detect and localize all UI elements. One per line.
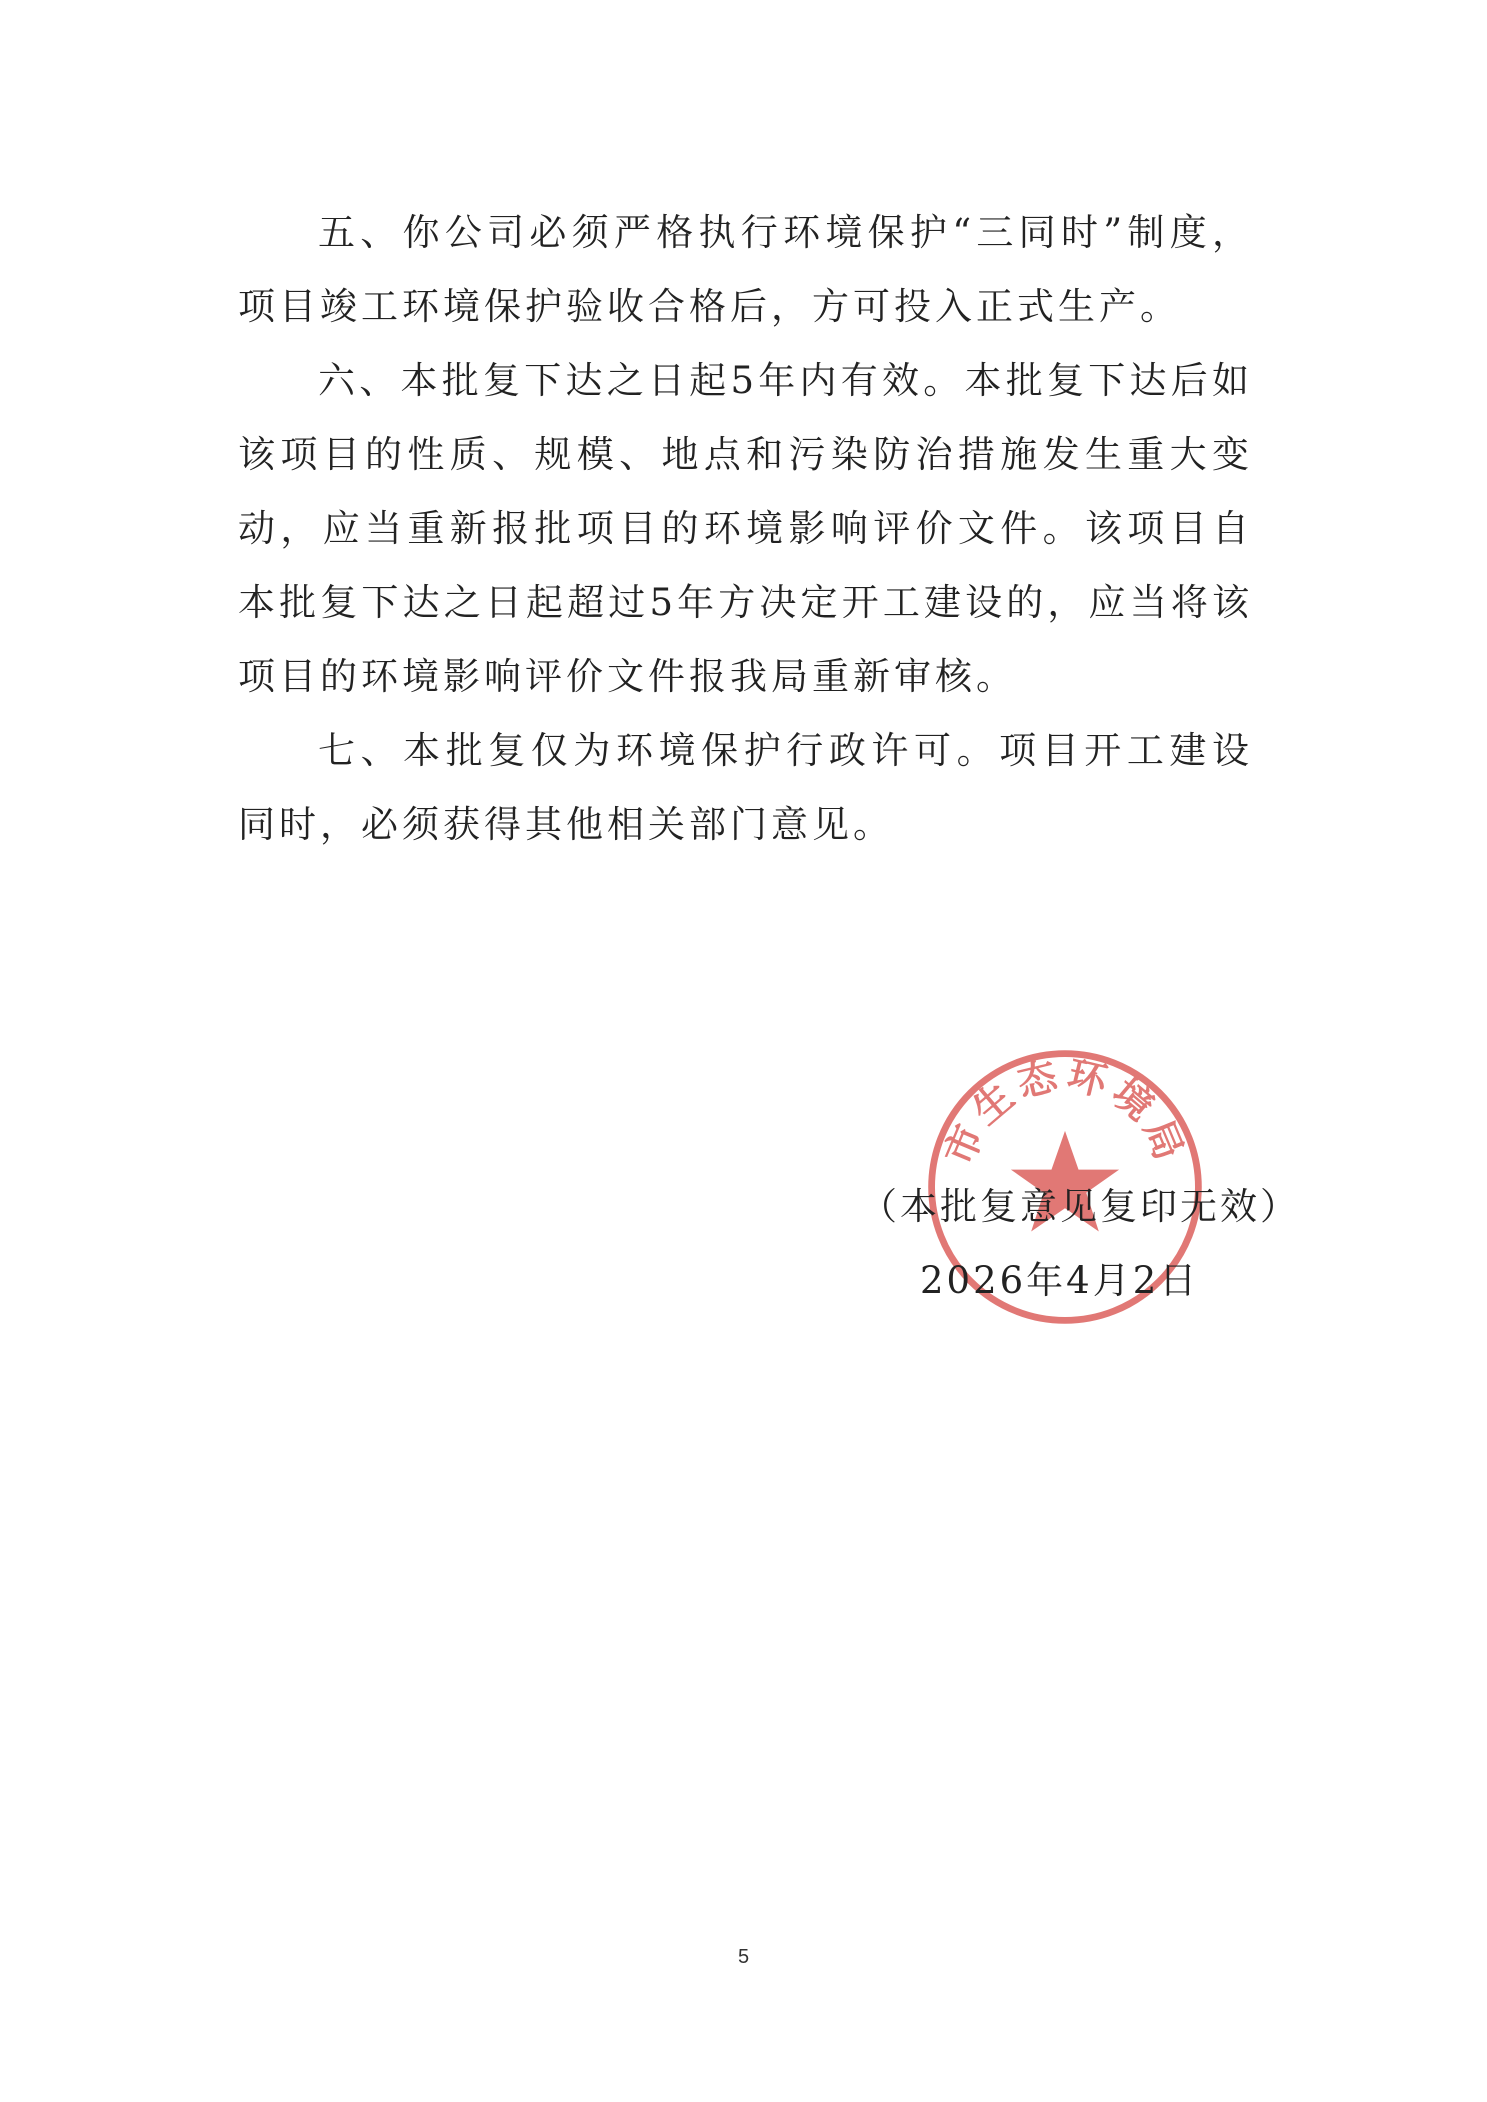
signature-block [860,1052,1300,1410]
document-body [238,196,1253,862]
paragraph-seven: 七、本批复仅为环境保护行政许可。项目开工建设同时，必须获得其他相关部门意见。 [238,729,1253,846]
paragraph-five: 五、你公司必须严格执行环境保护“三同时”制度，项目竣工环境保护验收合格后，方可投入正式生产。 [238,211,1253,328]
paragraph-six: 六、本批复下达之日起5年内有效。本批复下达后如该项目的性质、规模、地点和污染防治措施发生重大变动，应当重新报批项目的环境影响评价文件。该项目自本批复下达之日起超过5年方决定开工建设的，应当将该项目的环境影响评价文件报我局重新审核。 [238,359,1253,698]
copy-invalid-note: （本批复意见复印无效） [860,1185,1300,1228]
issue-date: 2026年4月2日 [920,1259,1200,1302]
page-number: 5 [737,1946,750,1968]
seal-text: 市生态环境局 [936,1052,1194,1172]
